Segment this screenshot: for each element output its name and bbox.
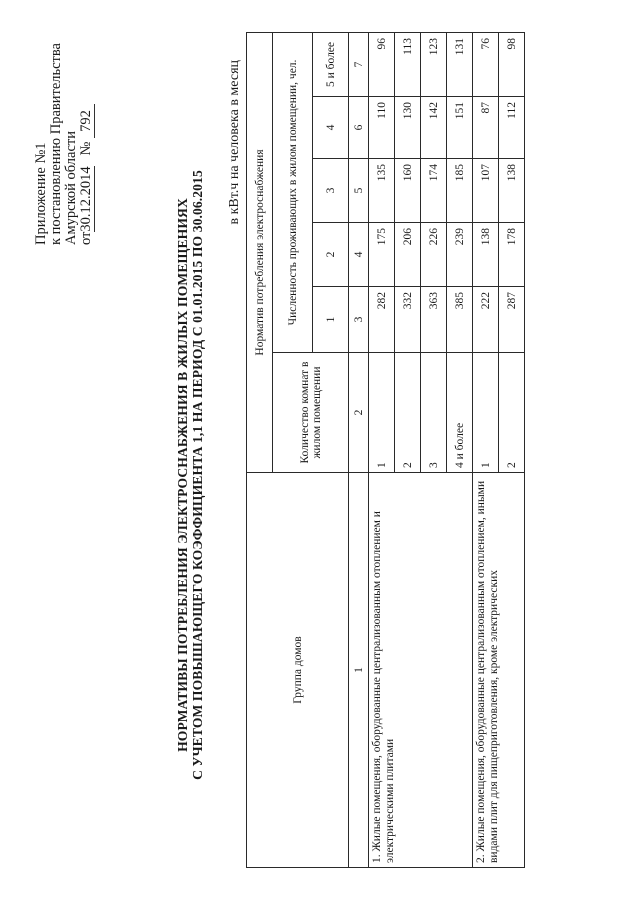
value-cell: 96 bbox=[369, 32, 395, 96]
appendix-label: Приложение №1 bbox=[33, 142, 49, 245]
value-cell: 107 bbox=[473, 159, 499, 223]
value-cell: 363 bbox=[421, 287, 447, 353]
col-number: 1 bbox=[349, 473, 369, 868]
col-number: 3 bbox=[349, 287, 369, 353]
title-line-2: С УЧЕТОМ ПОВЫШАЮЩЕГО КОЭФФИЦИЕНТА 1,1 НА ПЕРИОД С 01.01.2015 ПО 30.06.2015 bbox=[190, 170, 205, 780]
group-1-label: 1. Жилые помещения, оборудованные централизованным отоплением и электрическими плитами bbox=[369, 473, 473, 868]
value-cell: 332 bbox=[395, 287, 421, 353]
value-cell: 160 bbox=[395, 159, 421, 223]
value-cell: 123 bbox=[421, 32, 447, 96]
rooms-cell: 1 bbox=[369, 353, 395, 473]
appendix-date: 30.12.2014 bbox=[78, 166, 94, 232]
value-cell: 142 bbox=[421, 97, 447, 159]
title-line-1: НОРМАТИВЫ ПОТРЕБЛЕНИЯ ЭЛЕКТРОСНАБЖЕНИЯ В ЖИЛЫХ ПОМЕЩЕНИЯХ bbox=[175, 198, 190, 752]
table-row bbox=[473, 32, 499, 867]
appendix-date-line bbox=[79, 45, 95, 245]
table-row bbox=[369, 32, 395, 867]
group-2-label: 2. Жилые помещения, оборудованные централизованным отоплением, иными видами плит для пищеприготовления, кроме электрических bbox=[473, 473, 525, 868]
value-cell: 185 bbox=[447, 159, 473, 223]
col-number: 5 bbox=[349, 159, 369, 223]
value-cell: 174 bbox=[421, 159, 447, 223]
header-rooms: Количество комнат в жилом помещении bbox=[273, 353, 349, 473]
value-cell: 282 bbox=[369, 287, 395, 353]
appendix-number: 792 bbox=[79, 104, 95, 138]
col-number: 7 bbox=[349, 32, 369, 96]
persons-1: 1 bbox=[313, 287, 349, 353]
col-number: 2 bbox=[349, 353, 369, 473]
rooms-cell: 4 и более bbox=[447, 353, 473, 473]
date-prefix: от bbox=[78, 231, 94, 245]
value-cell: 135 bbox=[369, 159, 395, 223]
header-group: Группа домов bbox=[247, 473, 349, 868]
value-cell: 138 bbox=[473, 223, 499, 287]
persons-3: 3 bbox=[313, 159, 349, 223]
persons-5-plus: 5 и более bbox=[313, 32, 349, 96]
value-cell: 206 bbox=[395, 223, 421, 287]
rotated-document-content bbox=[20, 15, 620, 885]
number-prefix: № bbox=[78, 141, 94, 156]
value-cell: 239 bbox=[447, 223, 473, 287]
value-cell: 87 bbox=[473, 97, 499, 159]
rooms-cell: 2 bbox=[395, 353, 421, 473]
header-norm: Норматив потребления электроснабжения bbox=[247, 32, 273, 472]
value-cell: 222 bbox=[473, 287, 499, 353]
persons-2: 2 bbox=[313, 223, 349, 287]
document-title bbox=[175, 155, 205, 795]
norms-table bbox=[246, 32, 525, 868]
value-cell: 287 bbox=[499, 287, 525, 353]
col-number: 4 bbox=[349, 223, 369, 287]
appendix-decree: к постановлению Правительства bbox=[48, 43, 64, 245]
column-number-row bbox=[349, 32, 369, 867]
rooms-cell: 3 bbox=[421, 353, 447, 473]
value-cell: 130 bbox=[395, 97, 421, 159]
persons-4: 4 bbox=[313, 97, 349, 159]
header-persons: Численность проживающих в жилом помещении, чел. bbox=[273, 32, 313, 352]
appendix-region: Амурской области bbox=[63, 131, 79, 245]
units-note: в кВт.ч на человека в месяц bbox=[227, 60, 242, 225]
col-number: 6 bbox=[349, 97, 369, 159]
value-cell: 113 bbox=[395, 32, 421, 96]
value-cell: 131 bbox=[447, 32, 473, 96]
appendix-header bbox=[34, 45, 95, 245]
value-cell: 76 bbox=[473, 32, 499, 96]
value-cell: 112 bbox=[499, 97, 525, 159]
value-cell: 385 bbox=[447, 287, 473, 353]
value-cell: 175 bbox=[369, 223, 395, 287]
value-cell: 226 bbox=[421, 223, 447, 287]
rooms-cell: 2 bbox=[499, 353, 525, 473]
value-cell: 151 bbox=[447, 97, 473, 159]
value-cell: 110 bbox=[369, 97, 395, 159]
value-cell: 178 bbox=[499, 223, 525, 287]
rooms-cell: 1 bbox=[473, 353, 499, 473]
header-row-1 bbox=[247, 32, 273, 867]
value-cell: 98 bbox=[499, 32, 525, 96]
value-cell: 138 bbox=[499, 159, 525, 223]
